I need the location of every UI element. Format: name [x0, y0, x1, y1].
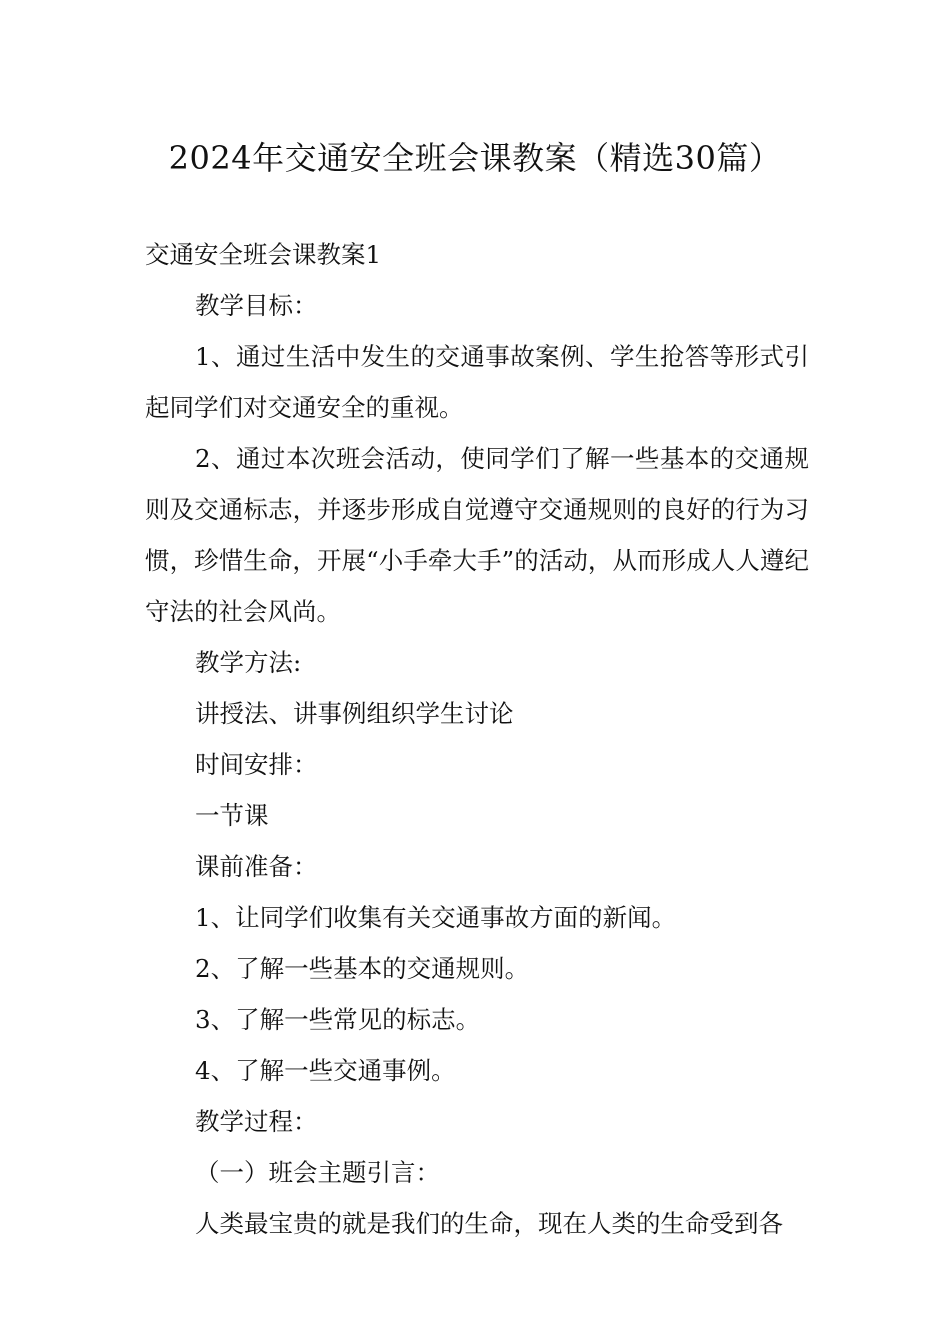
process-step-heading: （一）班会主题引言：: [195, 1158, 440, 1187]
prep-item: 2、了解一些基本的交通规则。: [195, 954, 530, 983]
time-label: 时间安排：: [195, 750, 318, 779]
prep-label: 课前准备：: [195, 852, 318, 881]
section-heading: 交通安全班会课教案1: [145, 240, 382, 269]
process-label: 教学过程：: [195, 1107, 318, 1136]
process-paragraph: 人类最宝贵的就是我们的生命，现在人类的生命受到各: [195, 1209, 783, 1238]
prep-item: 3、了解一些常见的标志。: [195, 1005, 481, 1034]
method-text: 讲授法、讲事例组织学生讨论: [195, 699, 514, 728]
document-body: [145, 229, 809, 1249]
time-text: 一节课: [195, 801, 269, 830]
goal-paragraph-1: 1、通过生活中发生的交通事故案例、学生抢答等形式引起同学们对交通安全的重视。: [145, 342, 809, 422]
document-title: 2024年交通安全班会课教案（精选30篇）: [168, 139, 782, 177]
method-label: 教学方法:: [195, 648, 302, 677]
goal-paragraph-2: 2、通过本次班会活动，使同学们了解一些基本的交通规则及交通标志，并逐步形成自觉遵守交通规则的良好的行为习惯，珍惜生命，开展“小手牵大手”的活动，从而形成人人遵纪守法的社会风尚。: [145, 444, 809, 626]
goals-label: 教学目标：: [195, 291, 318, 320]
prep-item: 4、了解一些交通事例。: [195, 1056, 456, 1085]
prep-item: 1、让同学们收集有关交通事故方面的新闻。: [195, 903, 677, 932]
